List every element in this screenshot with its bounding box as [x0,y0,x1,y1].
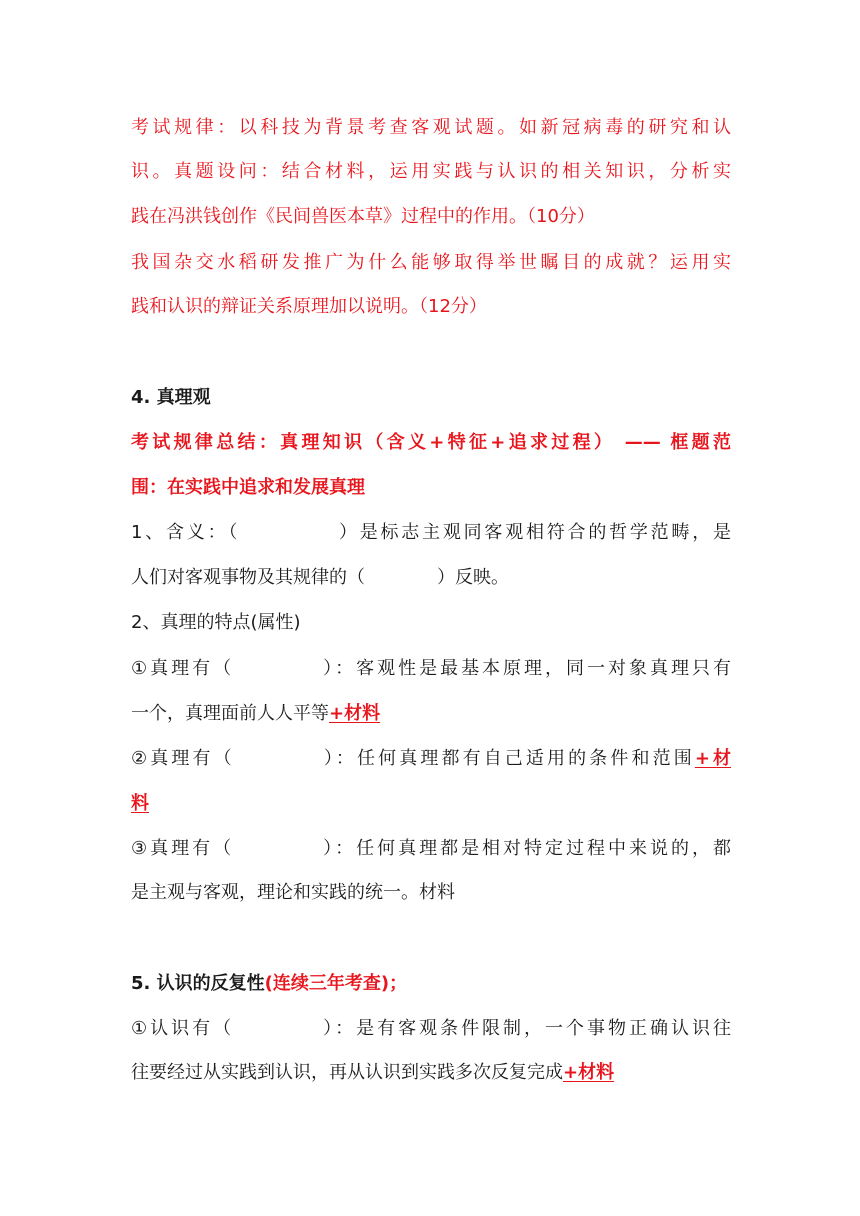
section-5-note: (连续三年考查)； [264,973,408,994]
exam-pattern-line-4: 我国杂交水稻研发推广为什么能够取得举世瞩目的成就？运用实 [131,252,731,273]
cognition-trait-line2-text: 往要经过从实践到认识，再从认识到实践多次反复完成 [131,1062,563,1083]
exam-pattern-line-5: 践和认识的辩证关系原理加以说明。（12分） [131,296,487,317]
exam-pattern-line-2: 识。真题设问：结合材料，运用实践与认识的相关知识，分析实 [131,161,731,182]
material-tag-part-2: 料 [131,793,149,814]
item-characteristics-heading: 2、真理的特点(属性) [131,612,301,633]
item-meaning-line-1 [131,518,731,548]
trait-3-line-1 [131,834,731,864]
exam-pattern-line-1: 考试规律：以科技为背景考查客观试题。如新冠病毒的研究和认 [131,117,731,138]
section-4-summary-line-2: 围：在实践中追求和发展真理 [131,477,365,498]
trait-3-line-2: 是主观与客观，理论和实践的统一。材料 [131,882,455,903]
section-4-summary-line-1: 考试规律总结：真理知识（含义+特征+追求过程） —— 框题范 [131,432,731,453]
exam-pattern-line-3: 践在冯洪钱创作《民间兽医本草》过程中的作用。（10分） [131,206,595,227]
material-tag-part-1: +材 [694,748,732,769]
cognition-trait-line-1 [131,1014,731,1044]
trait-1-line-1 [131,654,731,684]
trait-3-suffix: ）：任何真理都是相对特定过程中来说的，都 [320,838,731,859]
item-meaning-suffix: ）是标志主观同客观相符合的哲学范畴，是 [336,522,732,543]
trait-2-line-1 [131,744,731,774]
cognition-trait-suffix: ）：是有客观条件限制，一个事物正确认识往 [320,1018,731,1039]
section-5-heading [131,969,731,999]
trait-1-prefix: ①真理有（ [131,658,235,679]
section-5-title: 5. 认识的反复性 [131,973,265,994]
trait-1-line-2 [131,699,731,729]
item-meaning-line2-prefix: 人们对客观事物及其规律的（ [131,567,365,588]
cognition-trait-prefix: ①认识有（ [131,1018,235,1039]
material-tag: +材料 [563,1062,615,1083]
material-tag: +材料 [329,703,381,724]
item-meaning-prefix: 1、含义：（ [131,522,241,543]
cognition-trait-line-2 [131,1058,731,1088]
trait-2-prefix: ②真理有（ [131,748,235,769]
trait-1-line2-text: 一个，真理面前人人平等 [131,703,329,724]
item-meaning-line-2 [131,563,731,593]
trait-2-suffix: ）：任何真理都有自己适用的条件和范围 [320,748,695,769]
trait-3-prefix: ③真理有（ [131,838,235,859]
item-meaning-line2-suffix: ）反映。 [437,567,509,588]
trait-1-suffix: ）：客观性是最基本原理，同一对象真理只有 [320,658,731,679]
section-4-heading: 4. 真理观 [131,387,211,408]
